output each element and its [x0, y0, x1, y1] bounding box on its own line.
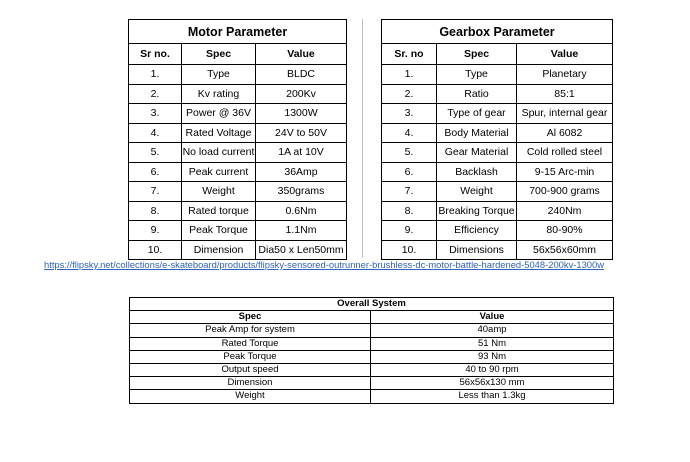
- table-cell: Dimensions: [437, 240, 517, 260]
- column-header: Value: [371, 311, 614, 324]
- table-cell: 2.: [129, 84, 182, 104]
- gearbox-parameter-table: [381, 19, 613, 260]
- table-row: [382, 162, 613, 182]
- table-cell: Rated Torque: [130, 337, 371, 350]
- column-header: Spec: [130, 311, 371, 324]
- table-cell: 9.: [382, 221, 437, 241]
- table-cell: 2.: [382, 84, 437, 104]
- table-cell: Efficiency: [437, 221, 517, 241]
- table-cell: 40amp: [371, 324, 614, 337]
- table-cell: 1300W: [256, 104, 347, 124]
- table-cell: Type: [182, 65, 256, 85]
- table-row: [382, 240, 613, 260]
- table-cell: BLDC: [256, 65, 347, 85]
- table-cell: 5.: [382, 143, 437, 163]
- table-cell: 4.: [129, 123, 182, 143]
- table-row: [129, 221, 347, 241]
- table-cell: 1.: [129, 65, 182, 85]
- table-row: [382, 104, 613, 124]
- table-cell: 8.: [129, 201, 182, 221]
- table-row: [130, 363, 614, 376]
- table-cell: Peak Torque: [182, 221, 256, 241]
- table-cell: 56x56x130 mm: [371, 377, 614, 390]
- table-row: [129, 65, 347, 85]
- table-cell: Dimension: [130, 377, 371, 390]
- table-row: [129, 104, 347, 124]
- table-cell: Type of gear: [437, 104, 517, 124]
- table-cell: Gear Material: [437, 143, 517, 163]
- divider: [362, 19, 363, 258]
- table-row: [129, 240, 347, 260]
- table-cell: 3.: [129, 104, 182, 124]
- table-cell: 9.: [129, 221, 182, 241]
- table-row: [130, 350, 614, 363]
- gearbox-table-title: Gearbox Parameter: [382, 20, 613, 44]
- column-header: Sr. no: [382, 44, 437, 65]
- table-cell: Output speed: [130, 363, 371, 376]
- table-row: [129, 143, 347, 163]
- table-cell: Al 6082: [517, 123, 613, 143]
- table-cell: Planetary: [517, 65, 613, 85]
- table-cell: 4.: [382, 123, 437, 143]
- column-header: Spec: [182, 44, 256, 65]
- table-cell: 6.: [129, 162, 182, 182]
- table-cell: Backlash: [437, 162, 517, 182]
- table-cell: 700-900 grams: [517, 182, 613, 202]
- table-cell: Rated torque: [182, 201, 256, 221]
- table-row: [129, 162, 347, 182]
- table-cell: 8.: [382, 201, 437, 221]
- table-row: [382, 84, 613, 104]
- table-cell: Weight: [182, 182, 256, 202]
- table-row: [382, 143, 613, 163]
- table-cell: 200Kv: [256, 84, 347, 104]
- table-row: [130, 377, 614, 390]
- overall-system-table: [129, 297, 614, 404]
- table-cell: Peak current: [182, 162, 256, 182]
- table-row: [382, 123, 613, 143]
- table-cell: Breaking Torque: [437, 201, 517, 221]
- column-header: Spec: [437, 44, 517, 65]
- table-row: [129, 123, 347, 143]
- table-cell: 51 Nm: [371, 337, 614, 350]
- table-cell: 6.: [382, 162, 437, 182]
- table-row: [130, 337, 614, 350]
- table-cell: Kv rating: [182, 84, 256, 104]
- table-row: [129, 84, 347, 104]
- table-cell: Peak Torque: [130, 350, 371, 363]
- table-row: [129, 182, 347, 202]
- table-cell: Peak Amp for system: [130, 324, 371, 337]
- table-cell: 80-90%: [517, 221, 613, 241]
- table-cell: 5.: [129, 143, 182, 163]
- table-cell: 40 to 90 rpm: [371, 363, 614, 376]
- table-row: [130, 390, 614, 403]
- table-cell: Less than 1.3kg: [371, 390, 614, 403]
- table-cell: 350grams: [256, 182, 347, 202]
- table-row: [382, 65, 613, 85]
- table-cell: 10.: [382, 240, 437, 260]
- table-row: [129, 201, 347, 221]
- table-cell: Type: [437, 65, 517, 85]
- motor-parameter-table: [128, 19, 347, 260]
- system-table-title: Overall System: [130, 298, 614, 311]
- column-header: Value: [256, 44, 347, 65]
- product-link[interactable]: https://flipsky.net/collections/e-skateboard/products/flipsky-sensored-outrunner-brushless-dc-motor-battle-hardened-5048-200kv-1300w: [44, 259, 604, 270]
- table-cell: 1A at 10V: [256, 143, 347, 163]
- table-cell: Cold rolled steel: [517, 143, 613, 163]
- table-cell: Power @ 36V: [182, 104, 256, 124]
- table-row: [130, 324, 614, 337]
- table-cell: 9-15 Arc-min: [517, 162, 613, 182]
- motor-table-title: Motor Parameter: [129, 20, 347, 44]
- column-header: Value: [517, 44, 613, 65]
- table-cell: Rated Voltage: [182, 123, 256, 143]
- table-cell: 93 Nm: [371, 350, 614, 363]
- table-cell: 36Amp: [256, 162, 347, 182]
- table-cell: 85:1: [517, 84, 613, 104]
- table-row: [382, 221, 613, 241]
- table-cell: Weight: [437, 182, 517, 202]
- table-cell: Dimension: [182, 240, 256, 260]
- table-cell: Ratio: [437, 84, 517, 104]
- table-cell: Spur, internal gear: [517, 104, 613, 124]
- table-cell: 0.6Nm: [256, 201, 347, 221]
- table-cell: 1.1Nm: [256, 221, 347, 241]
- table-cell: 10.: [129, 240, 182, 260]
- table-row: [382, 201, 613, 221]
- table-row: [382, 182, 613, 202]
- table-cell: 240Nm: [517, 201, 613, 221]
- table-cell: 3.: [382, 104, 437, 124]
- table-cell: 7.: [382, 182, 437, 202]
- table-cell: 56x56x60mm: [517, 240, 613, 260]
- table-cell: Weight: [130, 390, 371, 403]
- table-cell: 7.: [129, 182, 182, 202]
- column-header: Sr no.: [129, 44, 182, 65]
- table-cell: Body Material: [437, 123, 517, 143]
- table-cell: 24V to 50V: [256, 123, 347, 143]
- table-cell: Dia50 x Len50mm: [256, 240, 347, 260]
- table-cell: No load current: [182, 143, 256, 163]
- table-cell: 1.: [382, 65, 437, 85]
- table-gap: [346, 19, 381, 258]
